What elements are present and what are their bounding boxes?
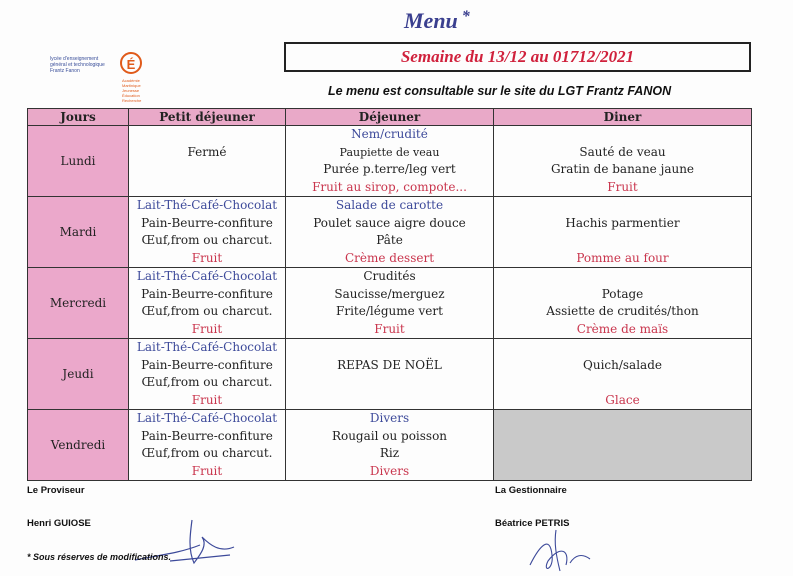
header-dinner: Diner: [494, 109, 752, 126]
principal-name: Henri GUIOSE: [27, 518, 91, 529]
breakfast-cell: Lait-Thé-Café-Chocolat Pain-Beurre-confiture Œuf,from ou charcut. Fruit: [129, 410, 286, 481]
table-row: [28, 197, 752, 268]
week-banner: Semaine du 13/12 au 01712/2021: [284, 42, 751, 72]
day-label: Vendredi: [28, 410, 129, 481]
day-label: Jeudi: [28, 339, 129, 410]
school-logo: [50, 48, 150, 104]
breakfast-cell: Lait-Thé-Café-Chocolat Pain-Beurre-confiture Œuf,from ou charcut. Fruit: [129, 339, 286, 410]
dinner-cell: Hachis parmentier Pomme au four: [494, 197, 752, 268]
table-row: [28, 339, 752, 410]
lunch-cell: Nem/crudité Paupiette de veau Purée p.terre/leg vert Fruit au sirop, compote...: [286, 126, 494, 197]
logo-letter-icon: É: [120, 52, 142, 74]
table-row: [28, 126, 752, 197]
logo-text: lycée d'enseignement général et technologique Frantz Fanon: [50, 56, 105, 74]
day-label: Mardi: [28, 197, 129, 268]
consult-note: Le menu est consultable sur le site du LGT Frantz FANON: [328, 84, 672, 98]
manager-role: La Gestionnaire: [495, 485, 567, 496]
day-label: Mercredi: [28, 268, 129, 339]
menu-table: [27, 108, 752, 481]
lunch-cell: Crudités Saucisse/merguez Frite/légume vert Fruit: [286, 268, 494, 339]
breakfast-cell: Lait-Thé-Café-Chocolat Pain-Beurre-confiture Œuf,from ou charcut. Fruit: [129, 268, 286, 339]
dinner-cell: Quich/salade Glace: [494, 339, 752, 410]
lunch-cell: Divers Rougail ou poisson Riz Divers: [286, 410, 494, 481]
lunch-cell: REPAS DE NOËL: [286, 339, 494, 410]
dinner-cell-empty: [494, 410, 752, 481]
dinner-cell: Potage Assiette de crudités/thon Crème de maïs: [494, 268, 752, 339]
manager-name: Béatrice PETRIS: [495, 518, 570, 529]
title-asterisk: *: [461, 8, 470, 25]
manager-signature: [520, 525, 600, 575]
table-row: [28, 410, 752, 481]
header-lunch: Déjeuner: [286, 109, 494, 126]
header-row: [28, 109, 752, 126]
logo-subtext: Académie Martinique Jeunesse Éducation Recherche: [122, 78, 142, 103]
dinner-cell: Sauté de veau Gratin de banane jaune Fruit: [494, 126, 752, 197]
day-label: Lundi: [28, 126, 129, 197]
breakfast-cell: Fermé: [129, 126, 286, 197]
lunch-cell: Salade de carotte Poulet sauce aigre douce Pâte Crème dessert: [286, 197, 494, 268]
modifications-note: * Sous réserves de modifications.: [27, 552, 172, 562]
table-row: [28, 268, 752, 339]
principal-role: Le Proviseur: [27, 485, 85, 496]
header-days: Jours: [28, 109, 129, 126]
header-breakfast: Petit déjeuner: [129, 109, 286, 126]
breakfast-cell: Lait-Thé-Café-Chocolat Pain-Beurre-confiture Œuf,from ou charcut. Fruit: [129, 197, 286, 268]
page-title: Menu *: [404, 8, 470, 33]
